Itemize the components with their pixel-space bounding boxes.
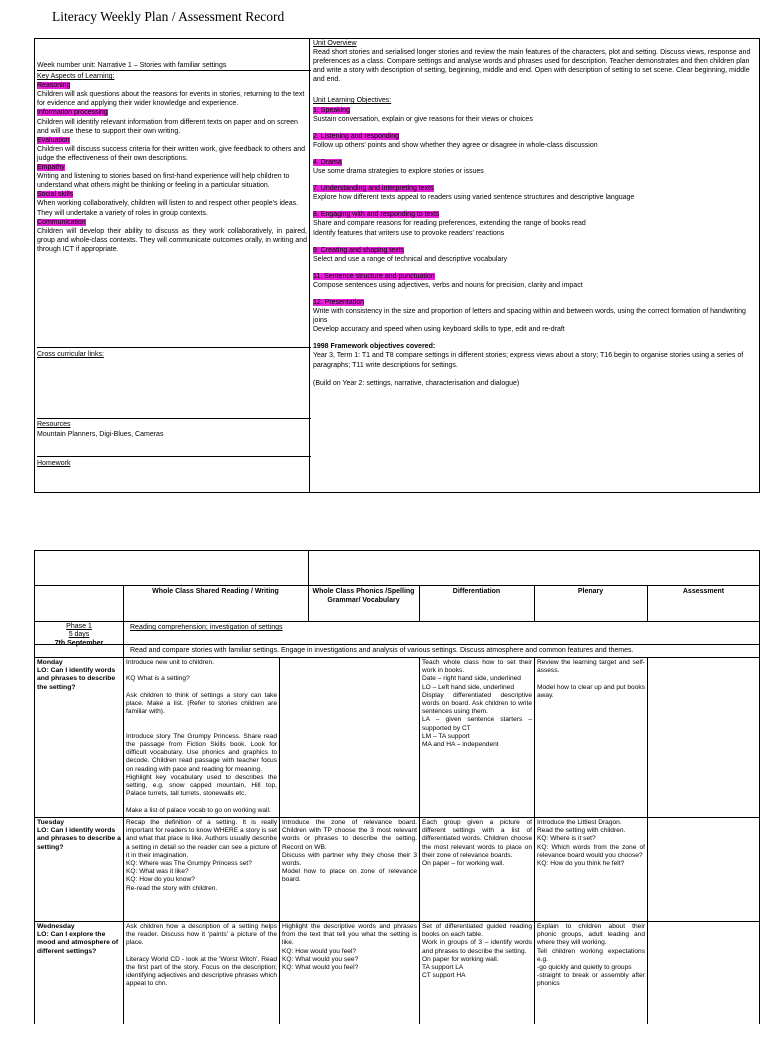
- day-name: Tuesday: [37, 819, 65, 826]
- day-assessment-cell: [648, 818, 760, 921]
- objective-heading: [313, 272, 757, 281]
- resources-heading: Resources: [37, 421, 71, 428]
- aspect-text: Children will identify relevant information from different texts on paper and on screen and will use these to support their own writing.: [37, 118, 298, 135]
- header-shared: Whole Class Shared Reading / Writing: [152, 588, 279, 595]
- phase-heading: Reading comprehension; investigation of settings: [130, 624, 283, 631]
- phase-label: Phase 1: [66, 623, 92, 630]
- key-aspects-heading: Key Aspects of Learning:: [37, 73, 115, 81]
- cross-curricular-heading: Cross curricular links:: [37, 351, 104, 358]
- objective-text: Use some drama strategies to explore stories or issues: [313, 168, 484, 176]
- day-phonics-cell: Highlight the descriptive words and phrases from the text that tell you what the setting is like. KQ: How would you feel? KQ: What would you see? KQ: What would you feel?: [282, 923, 417, 972]
- day-assessment-cell: [648, 922, 760, 1042]
- objectives-heading: Unit Learning Objectives:: [313, 97, 392, 105]
- aspects-list: [37, 81, 307, 254]
- objective-name: 8. Engaging with and responding to texts: [313, 211, 440, 219]
- aspect-heading: [37, 136, 307, 145]
- aspect-heading: [37, 108, 307, 117]
- objective-text: Explore how different texts appeal to readers using varied sentence structures and descriptive language: [313, 194, 635, 202]
- objective-heading: [313, 106, 757, 115]
- unit-plan-table: [34, 38, 760, 493]
- objective-name: 11. Sentence structure and punctuation: [313, 272, 435, 280]
- left-column: [37, 39, 307, 467]
- aspect-text: Children will develop their ability to discuss as they work collaboratively, in paired, group and whole-class contexts. They will communicate outcomes orally, in writing and through ICT if appropriate.: [37, 227, 307, 253]
- aspect-text: Children will discuss success criteria for their written work, give feedback to others and judge the effectiveness of their own descriptions.: [37, 145, 306, 162]
- objective-text: Write with consistency in the size and proportion of letters and spacing within and between words, using the correct formation of handwriting joins Develop accuracy and speed when using keyboard skills to type, edit and re-draft: [313, 308, 746, 334]
- objective-heading: [313, 246, 757, 255]
- day-plenary-cell: Review the learning target and self-assess. Model how to clear up and put books away.: [537, 659, 645, 699]
- resources-text: Mountain Planners, Digi-Blues, Cameras: [37, 431, 164, 438]
- day-cell: [35, 922, 123, 1042]
- objective-name: 7. Understanding and interpreting texts: [313, 185, 434, 193]
- objective-heading: [313, 132, 757, 141]
- aspect-heading: [37, 190, 307, 199]
- header-phonics: Whole Class Phonics /Spelling Grammar/ Vocabulary: [312, 588, 415, 604]
- aspect-heading: [37, 81, 307, 90]
- objective-heading: [313, 210, 757, 219]
- objective-name: 4. Drama: [313, 158, 342, 166]
- objective-name: 2. Listening and responding: [313, 132, 400, 140]
- header-differentiation: Differentiation: [452, 588, 501, 595]
- day-assessment-cell: [648, 658, 760, 817]
- day-cell: [35, 658, 123, 817]
- header-assessment: Assessment: [682, 588, 725, 595]
- objective-heading: [313, 298, 757, 307]
- day-diff-cell: Each group given a picture of different settings with a list of differentiated words. Children choose the most relevant words to place on their zone of relevance boards. On paper – for working wall.: [422, 819, 532, 868]
- framework-note: (Build on Year 2: settings, narrative, characterisation and dialogue): [313, 379, 520, 387]
- day-shared-cell: Ask children how a description of a setting helps the reader. Discuss how it 'paints' a picture of the place. Literacy World CD - look at the 'Worst Witch'. Read the first part of the story. Focus on the description; identifying adjectives and descriptive phrases which appeal to chn.: [126, 923, 278, 988]
- objective-name: 9. Creating and shaping texts: [313, 246, 405, 254]
- objective-text: Follow up others' points and show whether they agree or disagree in whole-class discussion: [313, 141, 598, 149]
- objective-text: Share and compare reasons for reading preferences, extending the range of books read Identify features that writers use to provoke readers' reactions: [313, 220, 586, 237]
- overview-text: Read short stories and serialised longer stories and review the main features of the characters, plot and setting. Discuss views, response and preferences as a class. Compare settings and analyse words and phrases used for description. Teacher demonstrates and then children plan and write a story with description of setting, beginning, middle and end. Open with description of setting to set scene. Clear beginning, middle and end.: [313, 49, 751, 84]
- day-shared-cell: Recap the definition of a setting. It is really important for readers to know WHERE a story is set and what that place is like. Authors usually describe a setting in detail so the reader can see a picture of it in their imagination. KQ: Where was The Grumpy Princess set? KQ: What was it like? KQ: How do you know? Re-read the story with children.: [126, 819, 277, 892]
- aspect-name: Social skills: [37, 191, 74, 199]
- day-cell: [35, 818, 123, 921]
- framework-heading: 1998 Framework objectives covered:: [313, 343, 436, 351]
- overview-heading: Unit Overview: [313, 40, 357, 47]
- aspect-text: Writing and listening to stories based on first-hand experience will help children to understand what others might be thinking or feeling in a particular situation.: [37, 173, 290, 190]
- learning-objective: LO: Can I identify words and phrases to describe a setting?: [37, 827, 121, 851]
- aspect-name: Communication: [37, 218, 86, 226]
- objective-name: 12. Presentation: [313, 298, 364, 306]
- learning-objective: LO: Can I explore the mood and atmosphere of different settings?: [37, 931, 119, 955]
- objective-name: 1. Speaking: [313, 106, 350, 114]
- day-diff-cell: Set of differentiated guided reading books on each table. Work in groups of 3 – identify words and phrases to describe the setting. On paper for working wall. TA support LA CT support HA: [422, 923, 532, 980]
- objectives-list: [313, 106, 757, 335]
- day-phonics-cell: [280, 658, 419, 817]
- day-diff-cell: Teach whole class how to set their work in books. Date – right hand side, underlined LO – Left hand side, underlined Display differentiated descriptive words on board. Ask children to write sentences using them. LA – given sentence starters – supported by CT LM – TA support MA and HA – independent: [422, 659, 532, 749]
- phase-cell: [35, 622, 123, 649]
- aspect-name: Empathy: [37, 164, 65, 172]
- objective-heading: [313, 158, 757, 167]
- framework-text: Year 3, Term 1: T1 and T8 compare settings in different stories; express views about a story; T16 begin to organise stories using a series of paragraphs; T11 write descriptions for settings.: [313, 352, 744, 369]
- aspect-name: Information processing: [37, 109, 108, 117]
- homework-heading: Homework: [37, 460, 71, 467]
- day-name: Wednesday: [37, 923, 75, 930]
- day-plenary-cell: Explain to children about their phonic groups, adult leading and where they will working. Tell children working expectations e.g. -go quickly and quietly to groups -straight to break or assembly after phonics: [537, 923, 645, 988]
- objective-text: Select and use a range of technical and descriptive vocabulary: [313, 255, 508, 263]
- aspect-name: Reasoning: [37, 82, 71, 90]
- aspect-text: Children will ask questions about the reasons for events in stories, returning to the text for evidence and applying their wider knowledge and experience.: [37, 91, 305, 108]
- phase-date: 7th September: [54, 639, 104, 647]
- learning-objective: LO: Can I identify words and phrases to describe the setting?: [37, 667, 116, 691]
- day-phonics-cell: Introduce the zone of relevance board. Children with TP choose the 3 most relevant words or phrases to describe the setting. Record on WB. Discuss with partner why they chose their 3 words. Model how to place on zone of relevance board.: [282, 819, 417, 884]
- right-column: [313, 39, 757, 388]
- week-unit: Week number unit: Narrative 1 – Stories with familiar settings: [37, 62, 227, 69]
- phase-description: Read and compare stories with familiar settings. Engage in investigations and analysis of various settings. Discuss atmosphere and common features and themes.: [130, 647, 634, 654]
- objective-text: Sustain conversation, explain or give reasons for their views or choices: [313, 115, 533, 123]
- header-plenary: Plenary: [577, 588, 604, 595]
- document-title: Literacy Weekly Plan / Assessment Record: [52, 9, 285, 24]
- weekly-plan-table: [34, 550, 760, 1024]
- day-plenary-cell: Introduce the Littlest Dragon. Read the setting with children. KQ: Where is it set? KQ: Which words from the zone of relevance board would you choose? KQ: How do you think he felt?: [537, 819, 645, 868]
- objective-heading: [313, 184, 757, 193]
- aspect-heading: [37, 163, 307, 172]
- objective-text: Compose sentences using adjectives, verbs and nouns for precision, clarity and impact: [313, 281, 583, 289]
- day-shared-cell: Introduce new unit to children. KQ What is a setting? Ask children to think of settings a story can take place. Make a list. (Refer to stories children are familiar with). Introduce story The Grumpy Princess. Share read the passage from Fiction Skills book. Look for difficult vocabulary. Use phonics and graphics to decode. Children read passage with teacher focus on reading with pace and reading for meaning. Highlight key vocabulary used to describes the setting, e.g. snow capped mountain, Hill top, Palace turrets, tall turrets, stonewalls etc. Make a list of palace vocab to go on working wall.: [126, 659, 277, 814]
- aspect-text: When working collaboratively, children will listen to and respect other people's ideas. They will undertake a variety of roles in group contexts.: [37, 200, 299, 217]
- phase-days: 5 days: [68, 631, 90, 639]
- day-name: Monday: [37, 659, 63, 666]
- aspect-heading: [37, 218, 307, 227]
- aspect-name: Evaluation: [37, 136, 70, 144]
